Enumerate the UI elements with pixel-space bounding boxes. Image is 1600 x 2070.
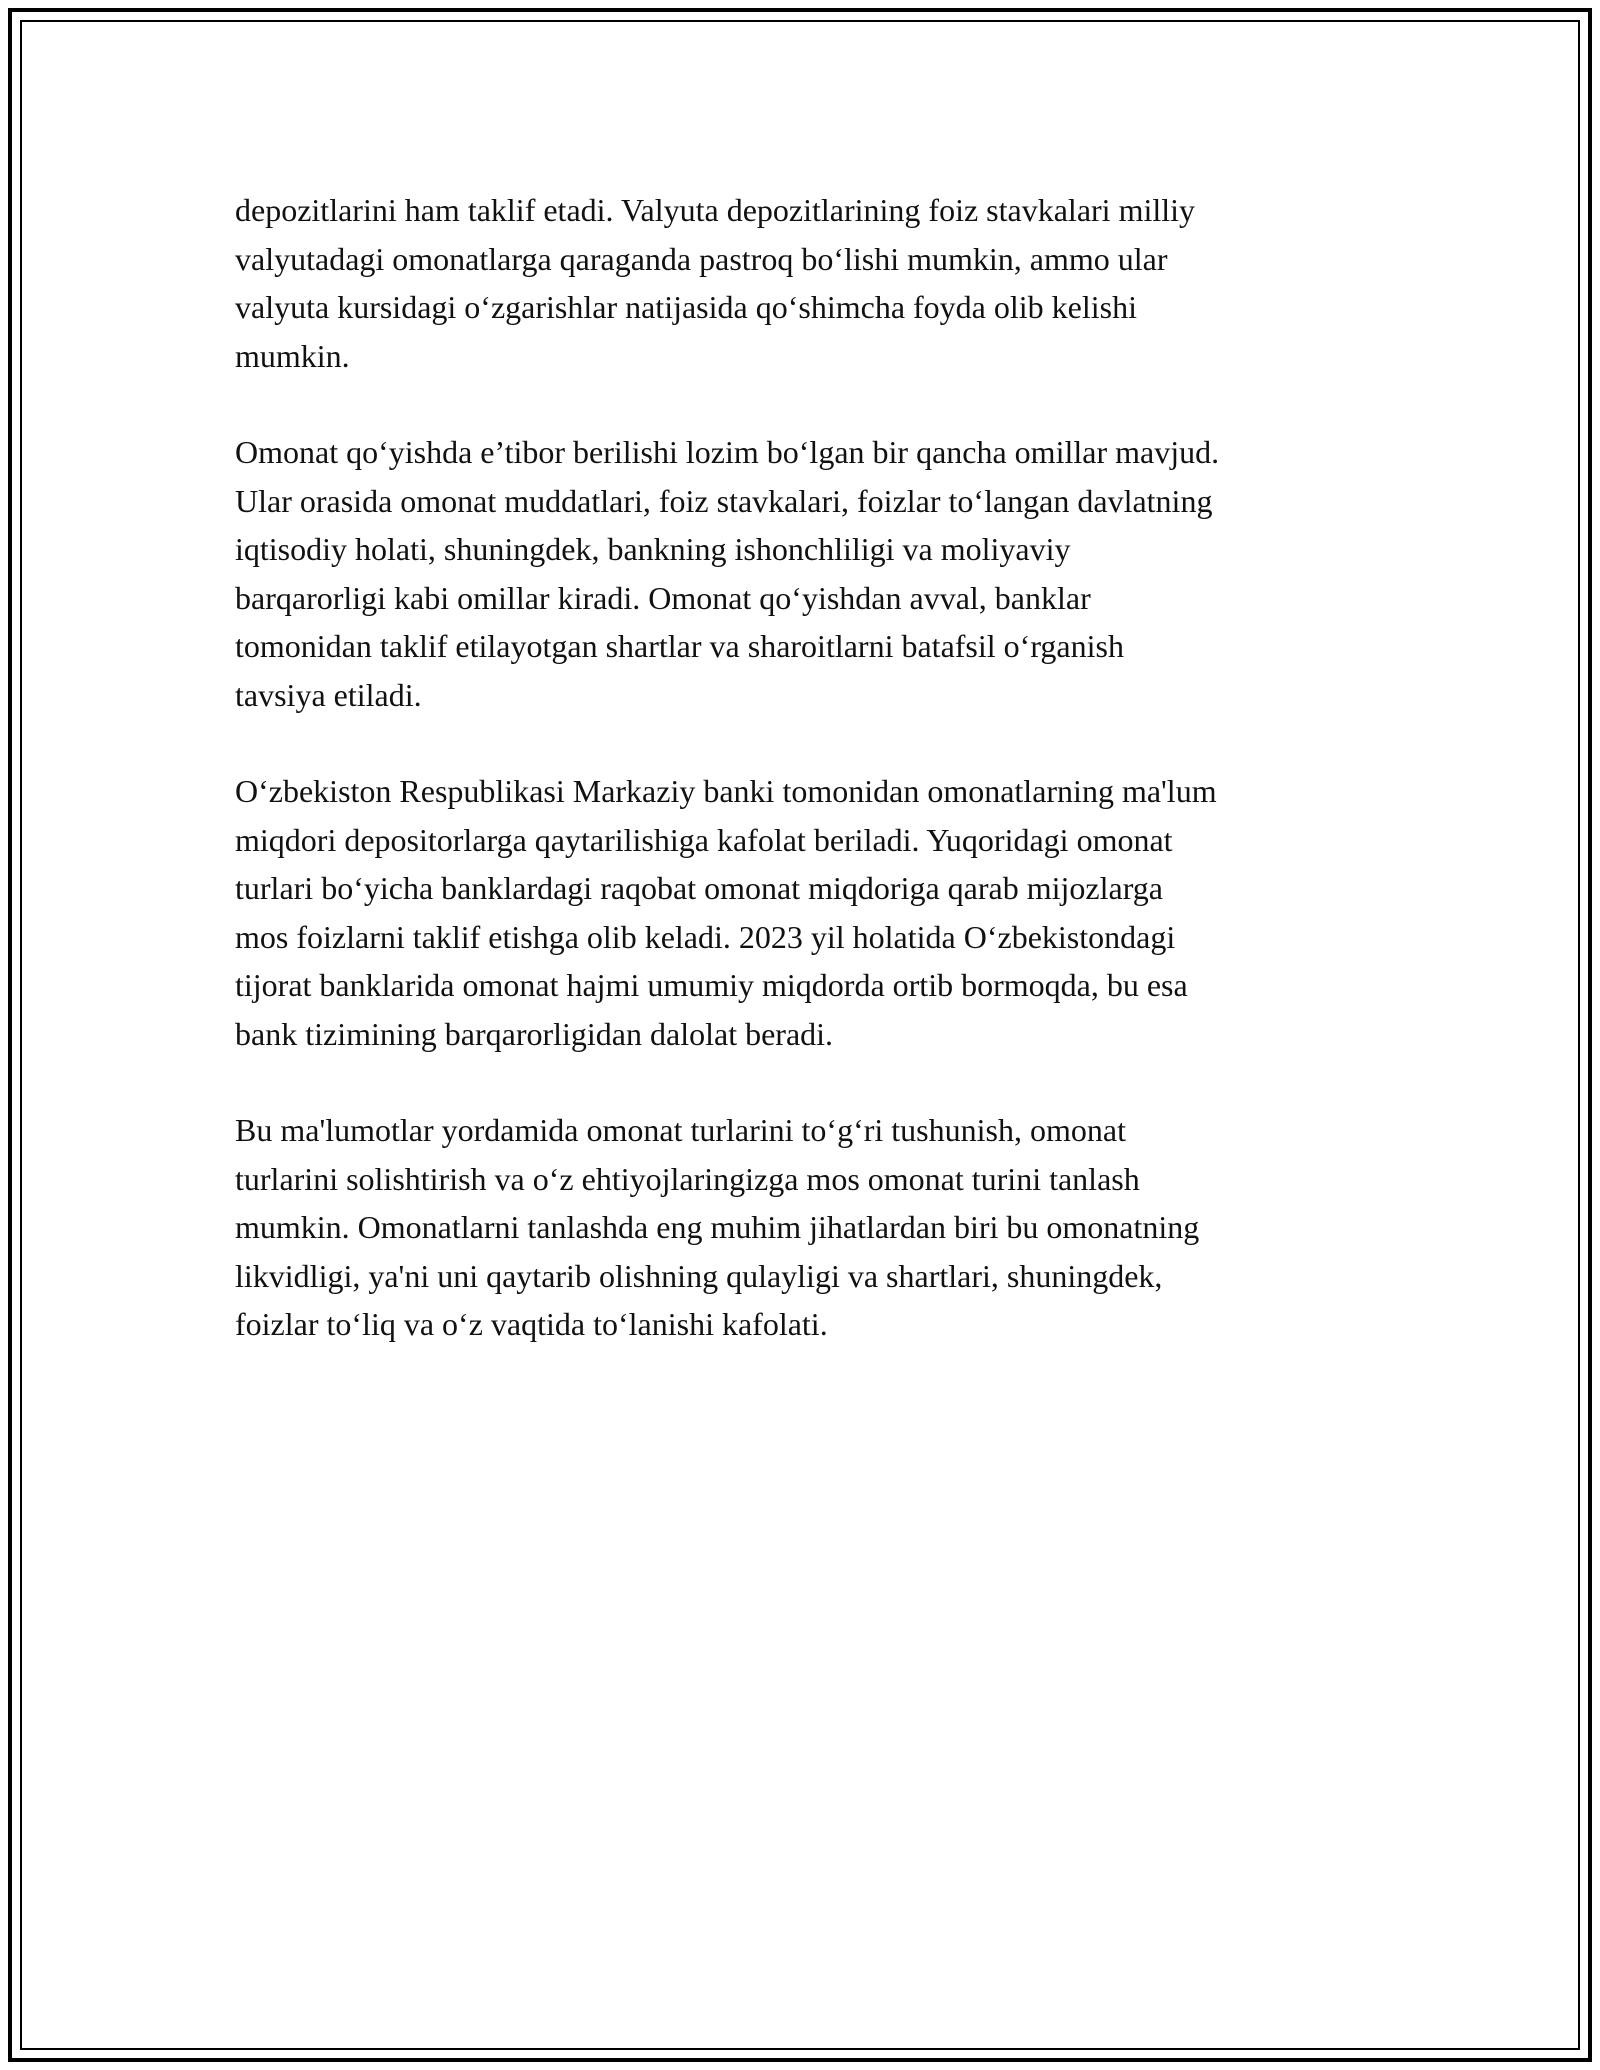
paragraph-1: depozitlarini ham taklif etadi. Valyuta depozitlarining foiz stavkalari milliy valyutadagi omonatlarga qaraganda pastroq bo‘lishi mumkin, ammo ular valyuta kursidagi o‘zgarishlar natijasida qo‘shimcha foyda olib kelishi mumkin. bbox=[235, 192, 1196, 374]
paragraph-3: O‘zbekiston Respublikasi Markaziy banki tomonidan omonatlarning ma'lum miqdori depositorlarga qaytarilishiga kafolat beriladi. Yuqoridagi omonat turlari bo‘yicha banklardagi raqobat omonat miqdoriga qarab mijozlarga mos foizlarni taklif etishga olib keladi. 2023 yil holatida O‘zbekistondagi tijorat banklarida omonat hajmi umumiy miqdorda ortib bormoqda, bu esa bank tizimining barqarorligidan dalolat beradi. bbox=[235, 773, 1217, 1052]
document-body bbox=[235, 186, 1380, 1397]
paragraph-2: Omonat qo‘yishda e’tibor berilishi lozim bo‘lgan bir qancha omillar mavjud. Ular orasida omonat muddatlari, foiz stavkalari, foizlar to‘langan davlatning iqtisodiy holati, shuningdek, bankning ishonchliligi va moliyaviy barqarorligi kabi omillar kiradi. Omonat qo‘yishdan avval, banklar tomonidan taklif etilayotgan shartlar va sharoitlarni batafsil o‘rganish tavsiya etiladi. bbox=[235, 434, 1220, 713]
paragraph-4: Bu ma'lumotlar yordamida omonat turlarini to‘g‘ri tushunish, omonat turlarini solishtirish va o‘z ehtiyojlaringizga mos omonat turini tanlash mumkin. Omonatlarni tanlashda eng muhim jihatlardan biri bu omonatning likvidligi, ya'ni uni qaytarib olishning qulayligi va shartlari, shuningdek, foizlar to‘liq va o‘z vaqtida to‘lanishi kafolati. bbox=[235, 1112, 1200, 1342]
